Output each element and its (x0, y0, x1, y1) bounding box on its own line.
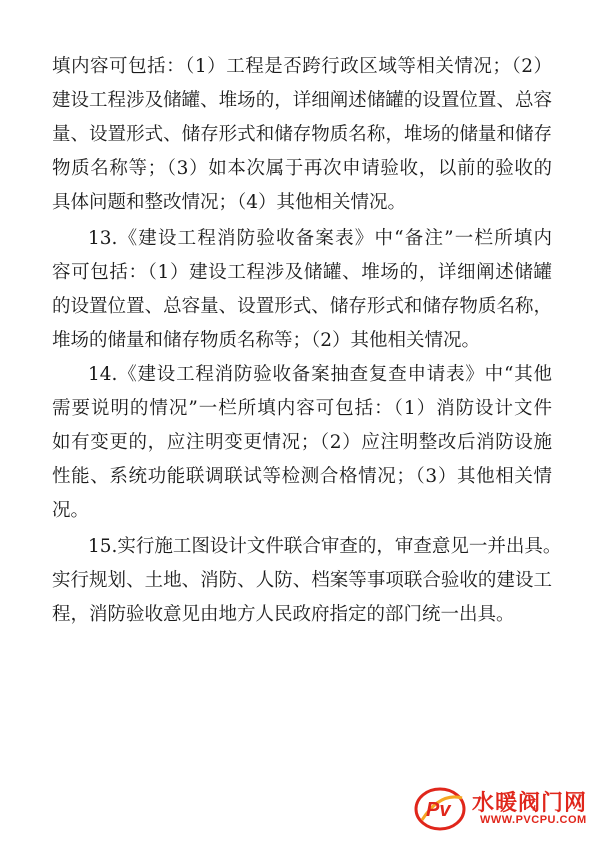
paragraph-14-line-4: 性能、系统功能联调联试等检测合格情况；（3）其他相关情 (52, 466, 552, 487)
paragraph-14-line-2: 需要说明的情况”一栏所填内容可包括：（1）消防设计文件 (52, 398, 552, 419)
paragraph-1-line-2: 建设工程涉及储罐、堆场的，详细阐述储罐的设置位置、总容 (52, 90, 552, 111)
paragraph-15-line-1: 15.实行施工图设计文件联合审查的，审查意见一并出具。 (88, 536, 562, 557)
paragraph-15-line-3: 程，消防验收意见由地方人民政府指定的部门统一出具。 (52, 604, 515, 625)
paragraph-14-line-5: 况。 (52, 500, 90, 521)
paragraph-15-line-2: 实行规划、土地、消防、人防、档案等事项联合验收的建设工 (52, 570, 552, 591)
watermark-site-name: 水暖阀门网 (472, 791, 588, 816)
paragraph-1-line-5: 具体问题和整改情况；（4）其他相关情况。 (52, 192, 407, 213)
paragraph-14-line-3: 如有变更的，应注明变更情况；（2）应注明整改后消防设施 (52, 432, 552, 453)
pv-logo-icon (412, 782, 468, 834)
paragraph-1-line-3: 量、设置形式、储存形式和储存物质名称，堆场的储量和储存 (52, 124, 552, 145)
paragraph-14-line-1: 14.《建设工程消防验收备案抽查复查申请表》中“其他 (88, 364, 552, 385)
paragraph-1-line-1: 填内容可包括：（1）工程是否跨行政区域等相关情况；（2） (52, 56, 552, 77)
watermark-url: WWW.PVCPU.COM (480, 814, 587, 826)
svg-text:Pv: Pv (426, 799, 451, 821)
paragraph-13-line-3: 的设置位置、总容量、设置形式、储存形式和储存物质名称， (52, 296, 552, 317)
paragraph-13-line-2: 容可包括：（1）建设工程涉及储罐、堆场的，详细阐述储罐 (52, 262, 552, 283)
paragraph-1-line-4: 物质名称等；（3）如本次属于再次申请验收，以前的验收的 (52, 158, 552, 179)
paragraph-13-line-4: 堆场的储量和储存物质名称等；（2）其他相关情况。 (52, 330, 481, 351)
site-watermark (412, 782, 592, 834)
paragraph-13-line-1: 13.《建设工程消防验收备案表》中“备注”一栏所填内 (88, 228, 552, 249)
